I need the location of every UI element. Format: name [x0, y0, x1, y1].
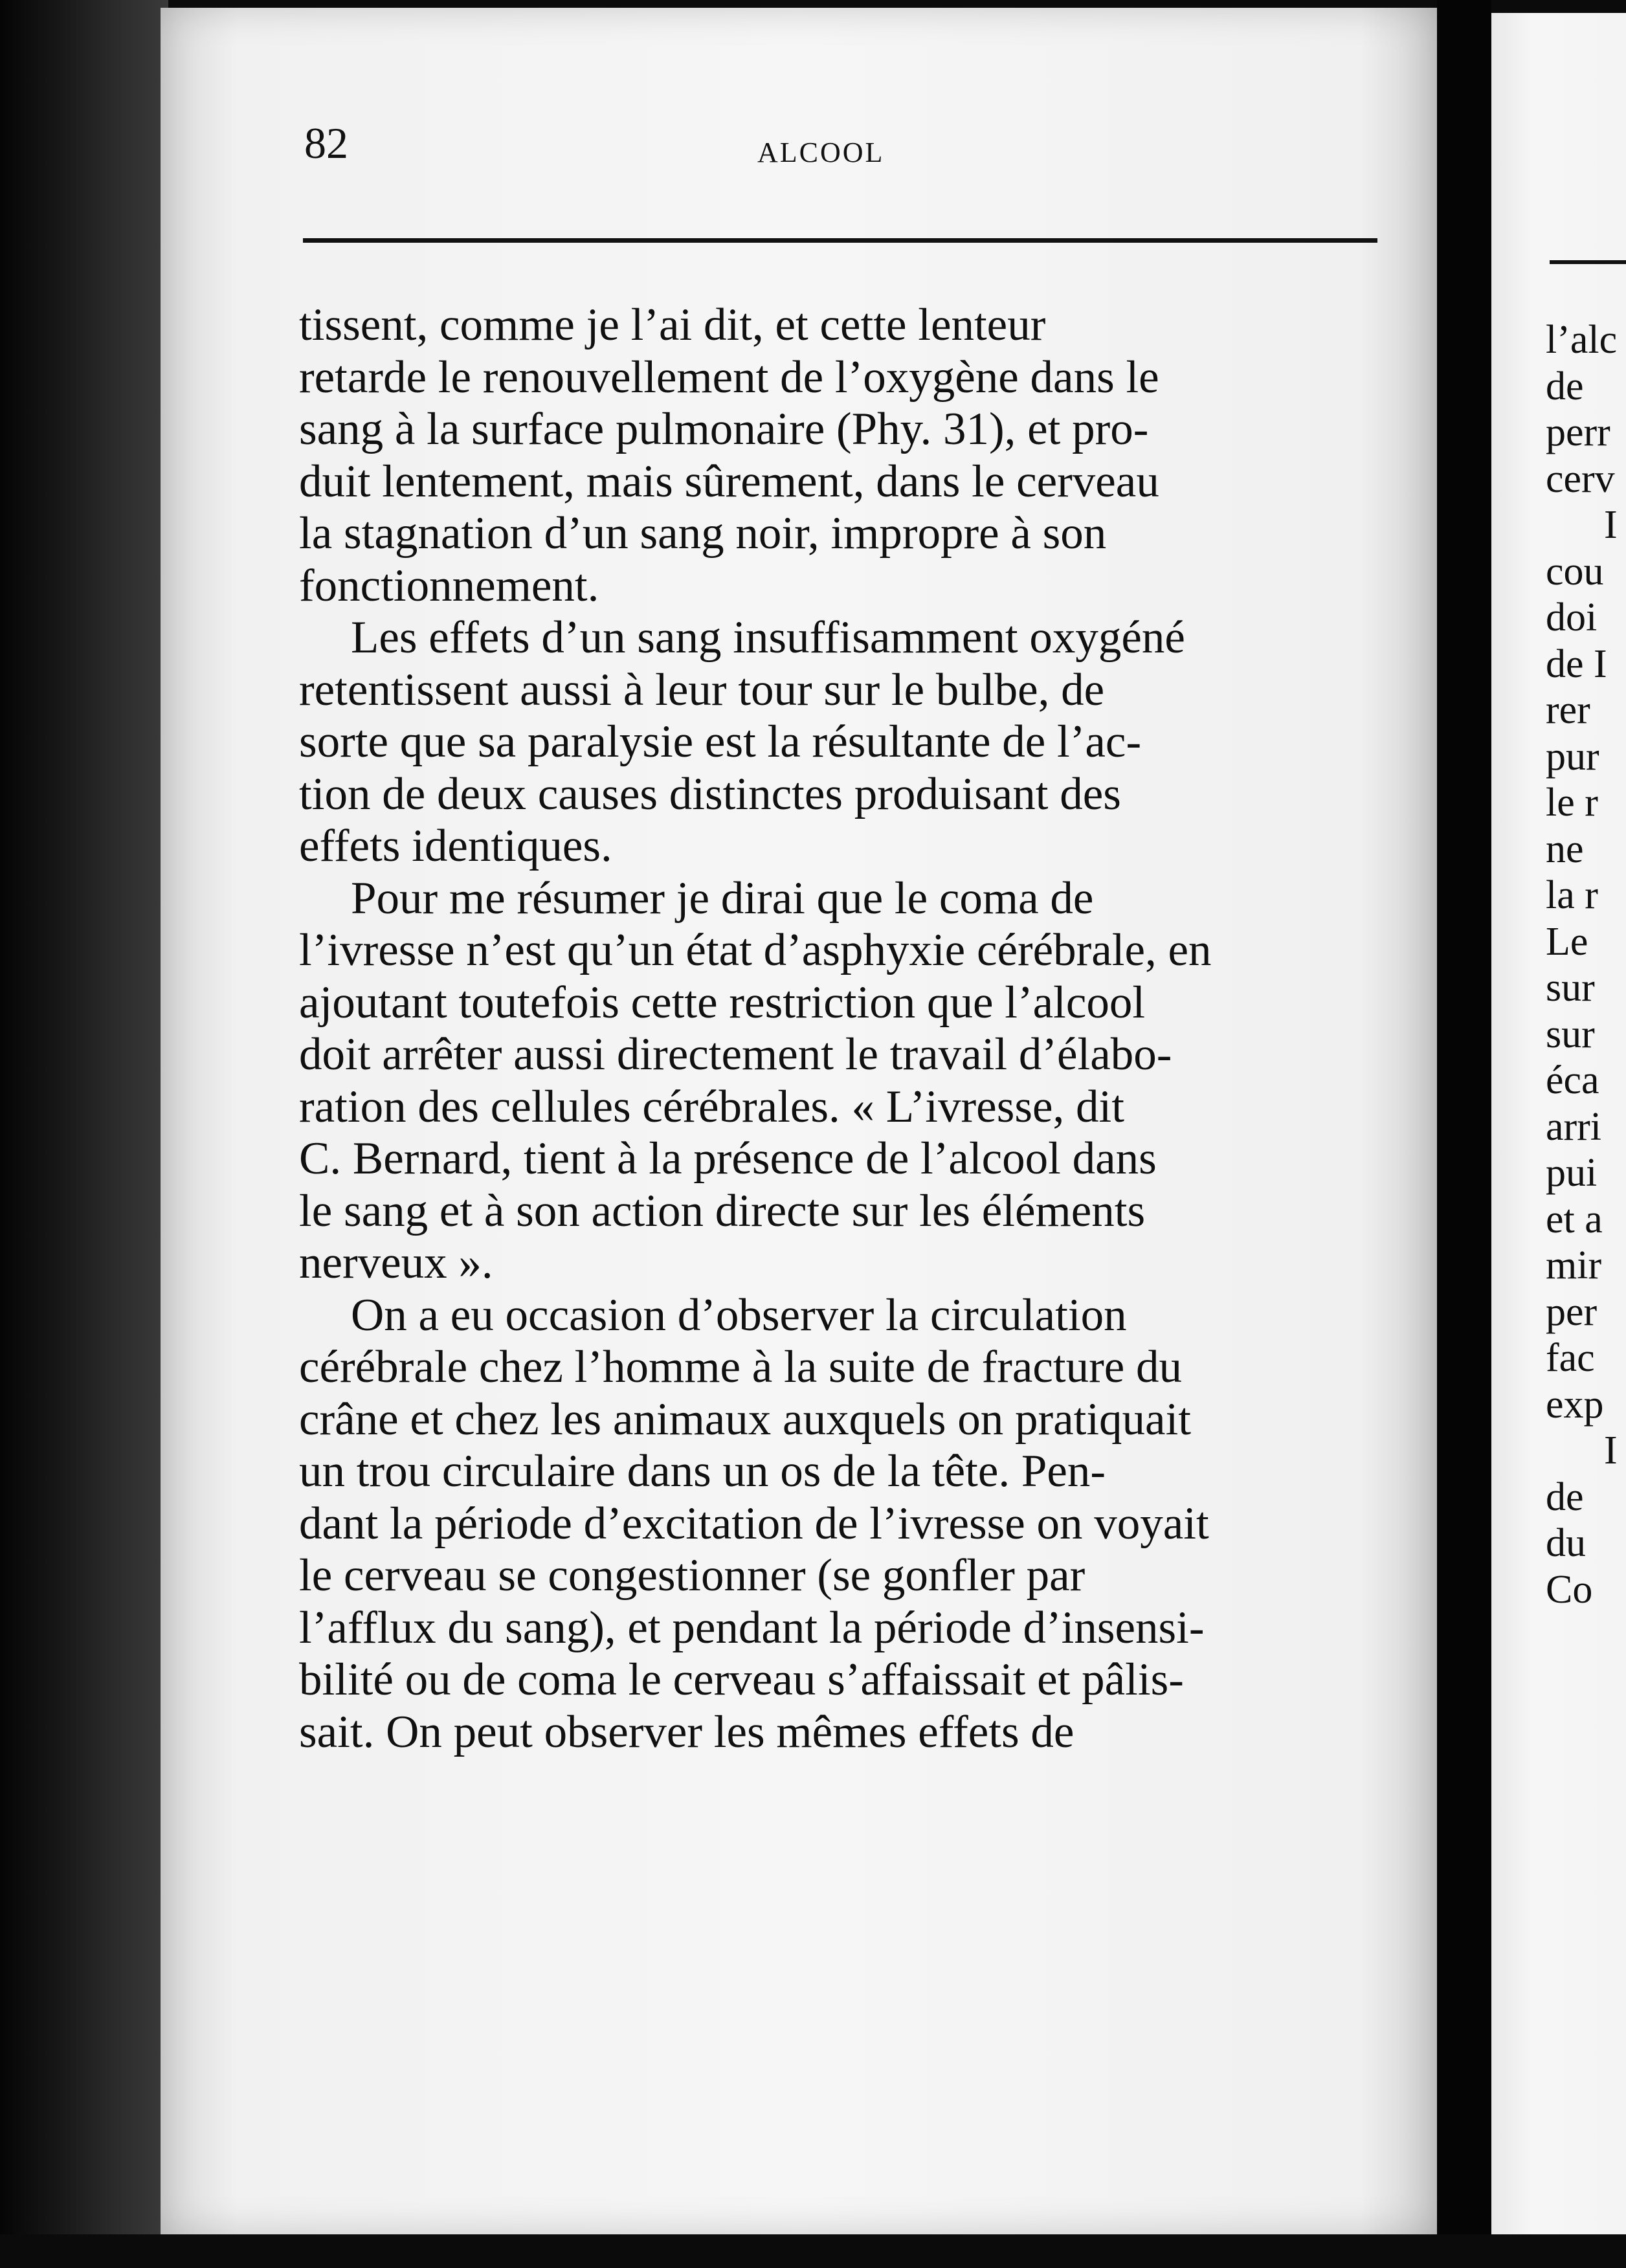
facing-page-fragment: et a — [1546, 1197, 1603, 1241]
facing-page-fragment: fac — [1546, 1336, 1595, 1380]
text-line: retentissent aussi à leur tour sur le bulbe, de — [299, 664, 1105, 715]
facing-page-fragment: per — [1546, 1289, 1598, 1334]
page-number: 82 — [304, 118, 348, 168]
text-line: crâne et chez les animaux auxquels on pratiquait — [299, 1394, 1192, 1445]
facing-page-fragment: cerv — [1546, 456, 1615, 501]
text-line: la stagnation d’un sang noir, impropre à son — [299, 508, 1107, 559]
facing-page-fragment: de — [1546, 1474, 1584, 1519]
text-line: retarde le renouvellement de l’oxygène dans le — [299, 351, 1159, 403]
facing-page-fragment: Co — [1546, 1567, 1593, 1612]
facing-page-fragment: de — [1546, 364, 1584, 408]
facing-page-fragment: I — [1604, 503, 1618, 547]
facing-page-fragment: l’alc — [1546, 318, 1618, 362]
text-line: Les effets d’un sang insuffisamment oxygéné — [351, 612, 1185, 663]
text-line: l’afflux du sang), et pendant la période d’insensi- — [299, 1602, 1205, 1653]
book-gutter — [1437, 0, 1491, 2268]
facing-page-fragment: mir — [1546, 1243, 1602, 1287]
facing-page-fragment: pui — [1546, 1151, 1598, 1195]
text-line: C. Bernard, tient à la présence de l’alcool dans — [299, 1133, 1157, 1184]
running-head: ALCOOL — [757, 137, 885, 168]
facing-page-fragment: ne — [1546, 827, 1584, 871]
facing-page-fragment: rer — [1546, 688, 1590, 732]
facing-page-fragment: sur — [1546, 1012, 1595, 1056]
text-line: tion de deux causes distinctes produisant des — [299, 768, 1121, 819]
text-line: On a eu occasion d’observer la circulation — [351, 1289, 1127, 1340]
left-binding-shadow — [0, 0, 168, 2268]
facing-page-fragment: exp — [1546, 1382, 1604, 1427]
facing-page-fragment: la r — [1546, 873, 1598, 917]
text-line: ration des cellules cérébrales. « L’ivresse, dit — [299, 1081, 1124, 1132]
facing-page-fragment: de I — [1546, 641, 1607, 686]
facing-page-fragment: le r — [1546, 781, 1598, 825]
facing-page-fragment: doi — [1546, 595, 1598, 639]
facing-page-fragment: cou — [1546, 549, 1604, 594]
facing-page-fragment: Le — [1546, 919, 1588, 964]
text-line: Pour me résumer je dirai que le coma de — [351, 873, 1094, 924]
facing-page-fragment: pur — [1546, 734, 1599, 779]
facing-page-header-rule — [1550, 260, 1626, 264]
facing-page-fragment: éca — [1546, 1058, 1599, 1102]
text-line: cérébrale chez l’homme à la suite de fracture du — [299, 1342, 1183, 1392]
scan-bottom-border — [0, 2234, 1626, 2268]
facing-page-fragment: sur — [1546, 966, 1595, 1010]
facing-page-fragment: I — [1604, 1429, 1618, 1473]
page-body-text — [299, 299, 1370, 1758]
text-line: sang à la surface pulmonaire (Phy. 31), et pro- — [299, 404, 1149, 454]
text-line: le sang et à son action directe sur les éléments — [299, 1185, 1146, 1236]
text-line: dant la période d’excitation de l’ivresse on voyait — [299, 1498, 1209, 1549]
text-line: l’ivresse n’est qu’un état d’asphyxie cérébrale, en — [299, 925, 1212, 975]
text-line: tissent, comme je l’ai dit, et cette lenteur — [299, 300, 1046, 350]
facing-page-text-fragments — [1546, 317, 1626, 1613]
text-line: le cerveau se congestionner (se gonfler par — [299, 1550, 1086, 1601]
text-line: effets identiques. — [299, 821, 612, 871]
facing-page-fragment: perr — [1546, 410, 1610, 454]
header-rule — [303, 238, 1377, 243]
text-line: nerveux ». — [299, 1238, 493, 1288]
text-line: bilité ou de coma le cerveau s’affaissait et pâlis- — [299, 1654, 1184, 1705]
text-line: doit arrêter aussi directement le travail d’élabo- — [299, 1029, 1172, 1080]
text-line: sorte que sa paralysie est la résultante de l’ac- — [299, 717, 1142, 767]
text-line: ajoutant toutefois cette restriction que l’alcool — [299, 977, 1146, 1028]
text-line: fonctionnement. — [299, 560, 599, 611]
text-line: duit lentement, mais sûrement, dans le cerveau — [299, 456, 1159, 507]
facing-page-fragment: arri — [1546, 1104, 1602, 1149]
text-line: sait. On peut observer les mêmes effets de — [299, 1706, 1075, 1757]
facing-page-fragment: du — [1546, 1521, 1586, 1565]
text-line: un trou circulaire dans un os de la tête. Pen- — [299, 1446, 1106, 1496]
